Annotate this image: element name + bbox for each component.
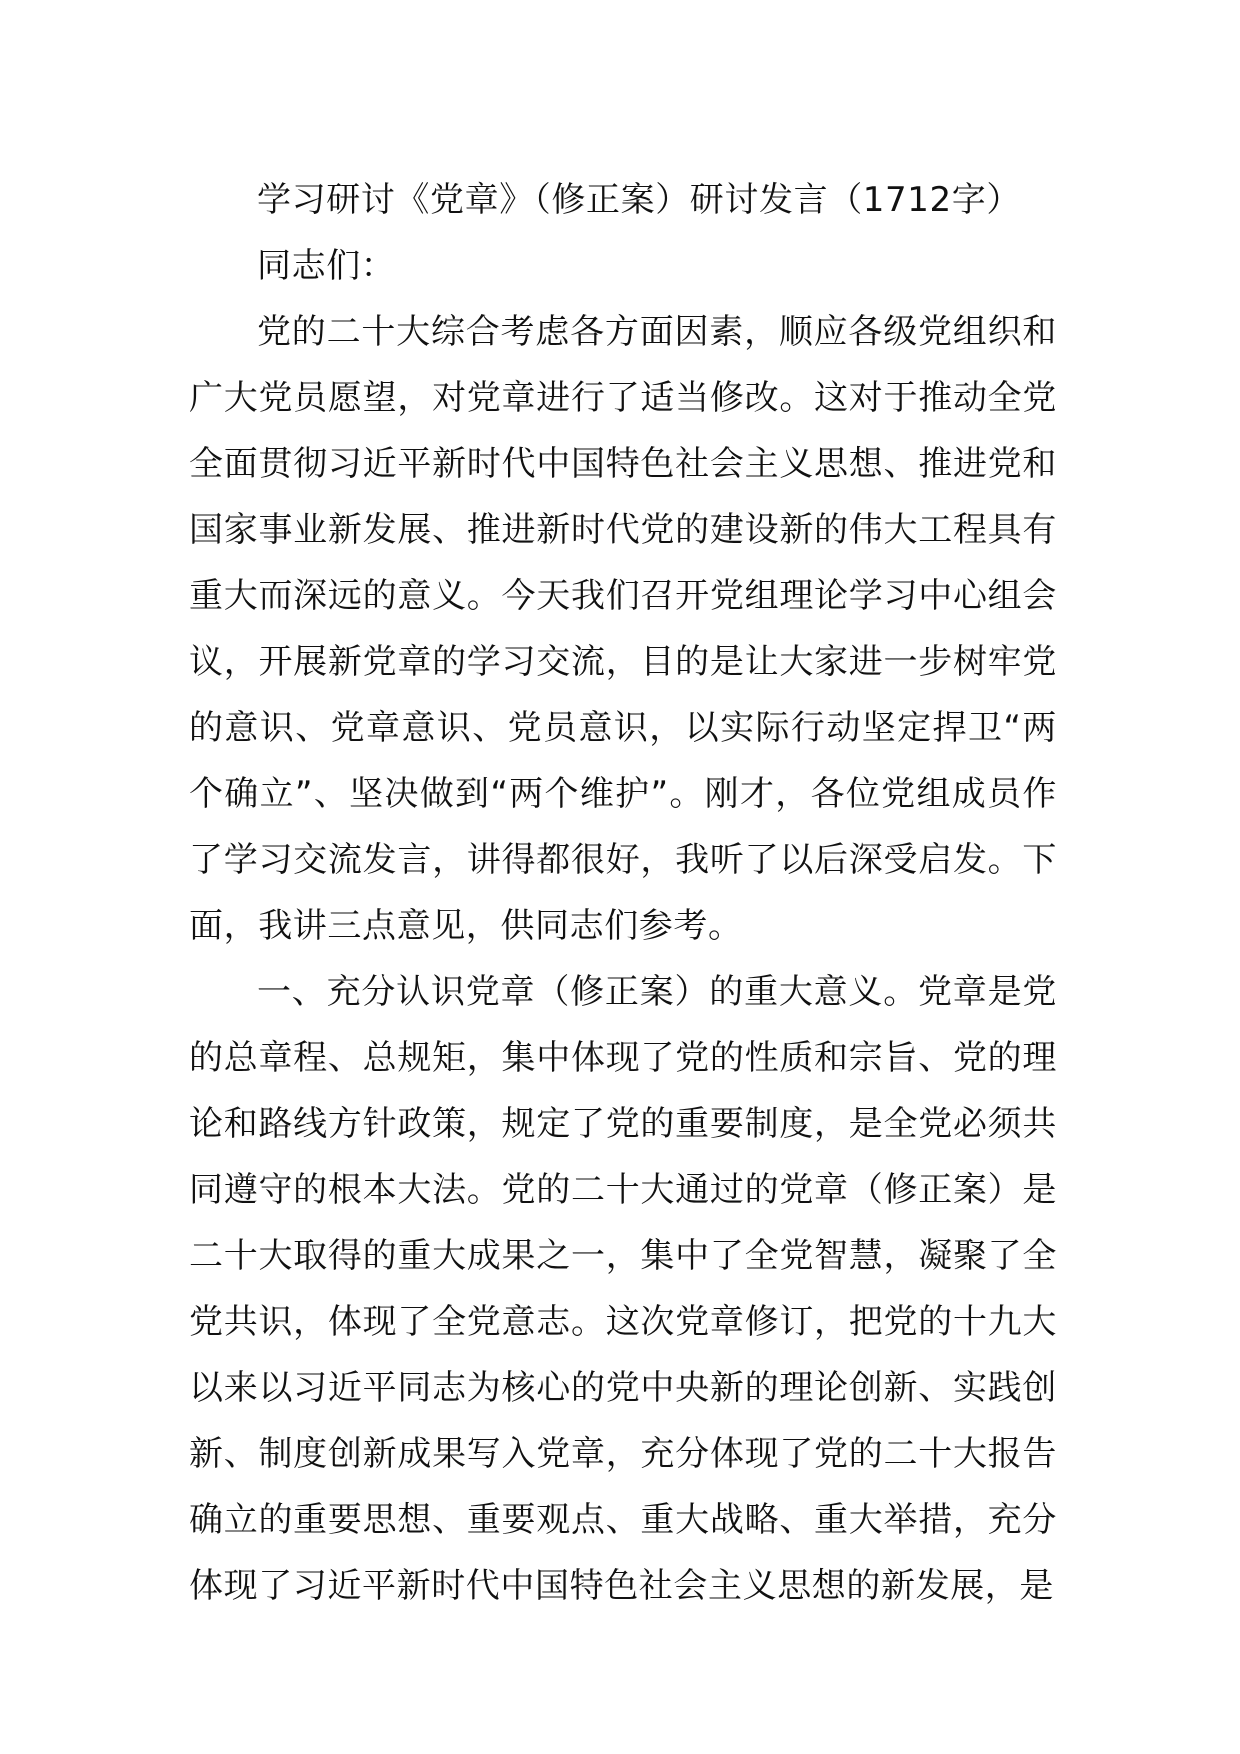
- salutation: 同志们：: [257, 246, 396, 286]
- paragraph-intro: 党的二十大综合考虑各方面因素，顺应各级党组织和广大党员愿望，对党章进行了适当修改。这对于推动全党全面贯彻习近平新时代中国特色社会主义思想、推进党和国家事业新发展、推进新时代党的建设新的伟大工程具有重大而深远的意义。今天我们召开党组理论学习中心组会议，开展新党章的学习交流，目的是让大家进一步树牢党的意识、党章意识、党员意识，以实际行动坚定捍卫“两个确立”、坚决做到“两个维护”。刚才，各位党组成员作了学习交流发言，讲得都很好，我听了以后深受启发。下面，我讲三点意见，供同志们参考。: [189, 312, 1057, 946]
- document-title: 学习研讨《党章》（修正案）研讨发言（1712字）: [257, 180, 1021, 220]
- paragraph-section-one: 一、充分认识党章（修正案）的重大意义。党章是党的总章程、总规矩，集中体现了党的性质和宗旨、党的理论和路线方针政策，规定了党的重要制度，是全党必须共同遵守的根本大法。党的二十大通过的党章（修正案）是二十大取得的重大成果之一，集中了全党智慧，凝聚了全党共识，体现了全党意志。这次党章修订，把党的十九大以来以习近平同志为核心的党中央新的理论创新、实践创新、制度创新成果写入党章，充分体现了党的二十大报告确立的重要思想、重要观点、重大战略、重大举措，充分体现了习近平新时代中国特色社会主义思想的新发展，是: [189, 972, 1057, 1606]
- document-body: [189, 167, 1057, 1619]
